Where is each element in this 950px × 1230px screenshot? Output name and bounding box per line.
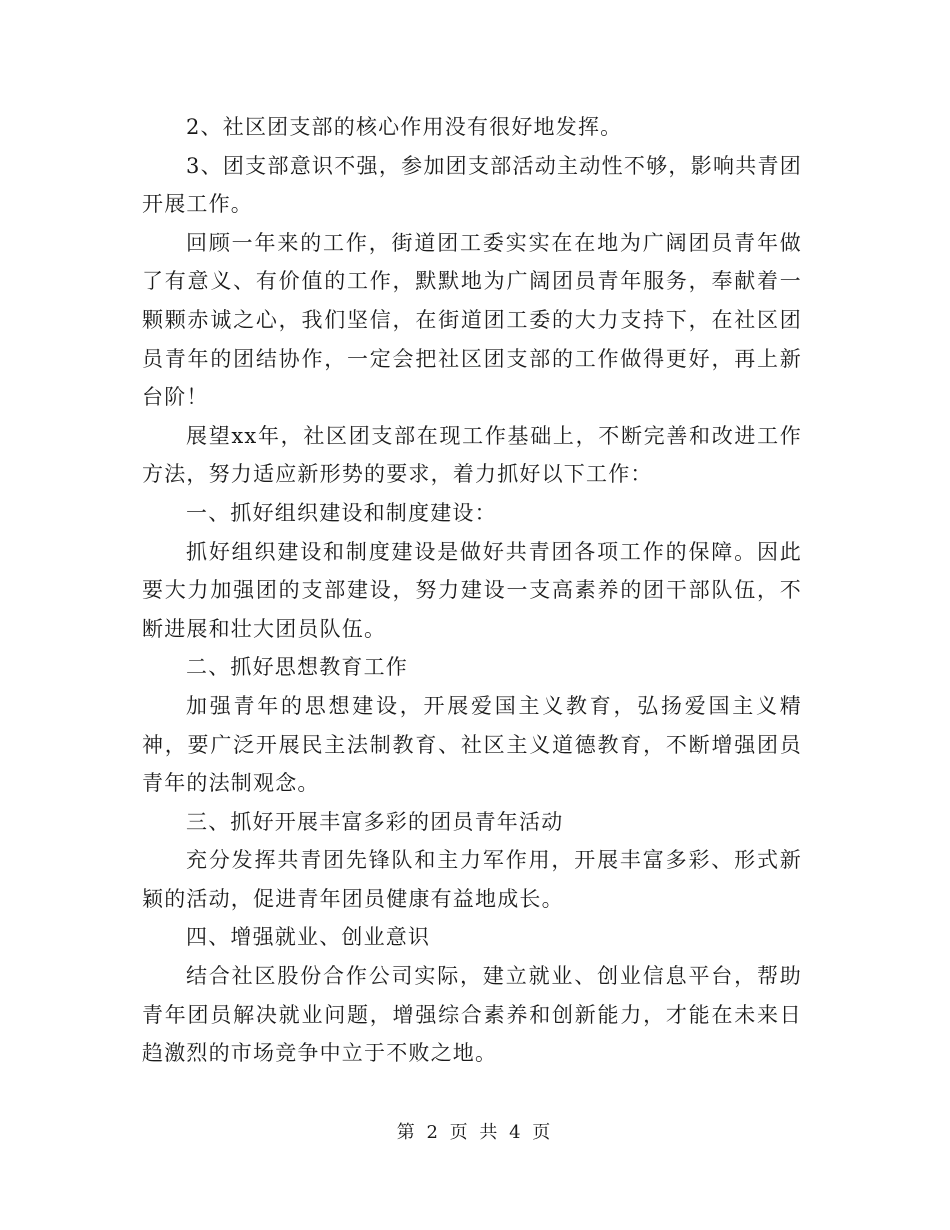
paragraph-outlook: 展望xx年，社区团支部在现工作基础上，不断完善和改进工作方法，努力适应新形势的要求，着力抓好以下工作： [142, 423, 802, 487]
section-heading-4: 四、增强就业、创业意识 [186, 925, 431, 950]
paragraph-review: 回顾一年来的工作，街道团工委实实在在地为广阔团员青年做了有意义、有价值的工作，默默地为广阔团员青年服务，奉献着一颗颗赤诚之心，我们坚信，在街道团工委的大力支持下，在社区团员青年的团结协作，一定会把社区团支部的工作做得更好，再上新台阶！ [142, 230, 802, 410]
section-heading-1: 一、抓好组织建设和制度建设： [186, 500, 497, 525]
section-heading-2: 二、抓好思想教育工作 [186, 655, 408, 680]
paragraph-organization: 抓好组织建设和制度建设是做好共青团各项工作的保障。因此要大力加强团的支部建设，努力建设一支高素养的团干部队伍，不断进展和壮大团员队伍。 [142, 539, 802, 641]
paragraph-activities: 充分发挥共青团先锋队和主力军作用，开展丰富多彩、形式新颖的活动，促进青年团员健康有益地成长。 [142, 848, 802, 911]
section-heading-3: 三、抓好开展丰富多彩的团员青年活动 [186, 809, 564, 834]
paragraph-point-2: 2、社区团支部的核心作用没有很好地发挥。 [186, 115, 623, 139]
paragraph-point-3: 3、团支部意识不强，参加团支部活动主动性不够，影响共青团开展工作。 [142, 153, 802, 217]
document-body [142, 108, 802, 1073]
paragraph-education: 加强青年的思想建设，开展爱国主义教育，弘扬爱国主义精神，要广泛开展民主法制教育、社区主义道德教育，不断增强团员青年的法制观念。 [142, 693, 802, 796]
page-footer: 第 2 页 共 4 页 [396, 1122, 554, 1143]
paragraph-employment: 结合社区股份合作公司实际，建立就业、创业信息平台，帮助青年团员解决就业问题，增强综合素养和创新能力，才能在未来日趋激烈的市场竞争中立于不败之地。 [142, 964, 802, 1066]
